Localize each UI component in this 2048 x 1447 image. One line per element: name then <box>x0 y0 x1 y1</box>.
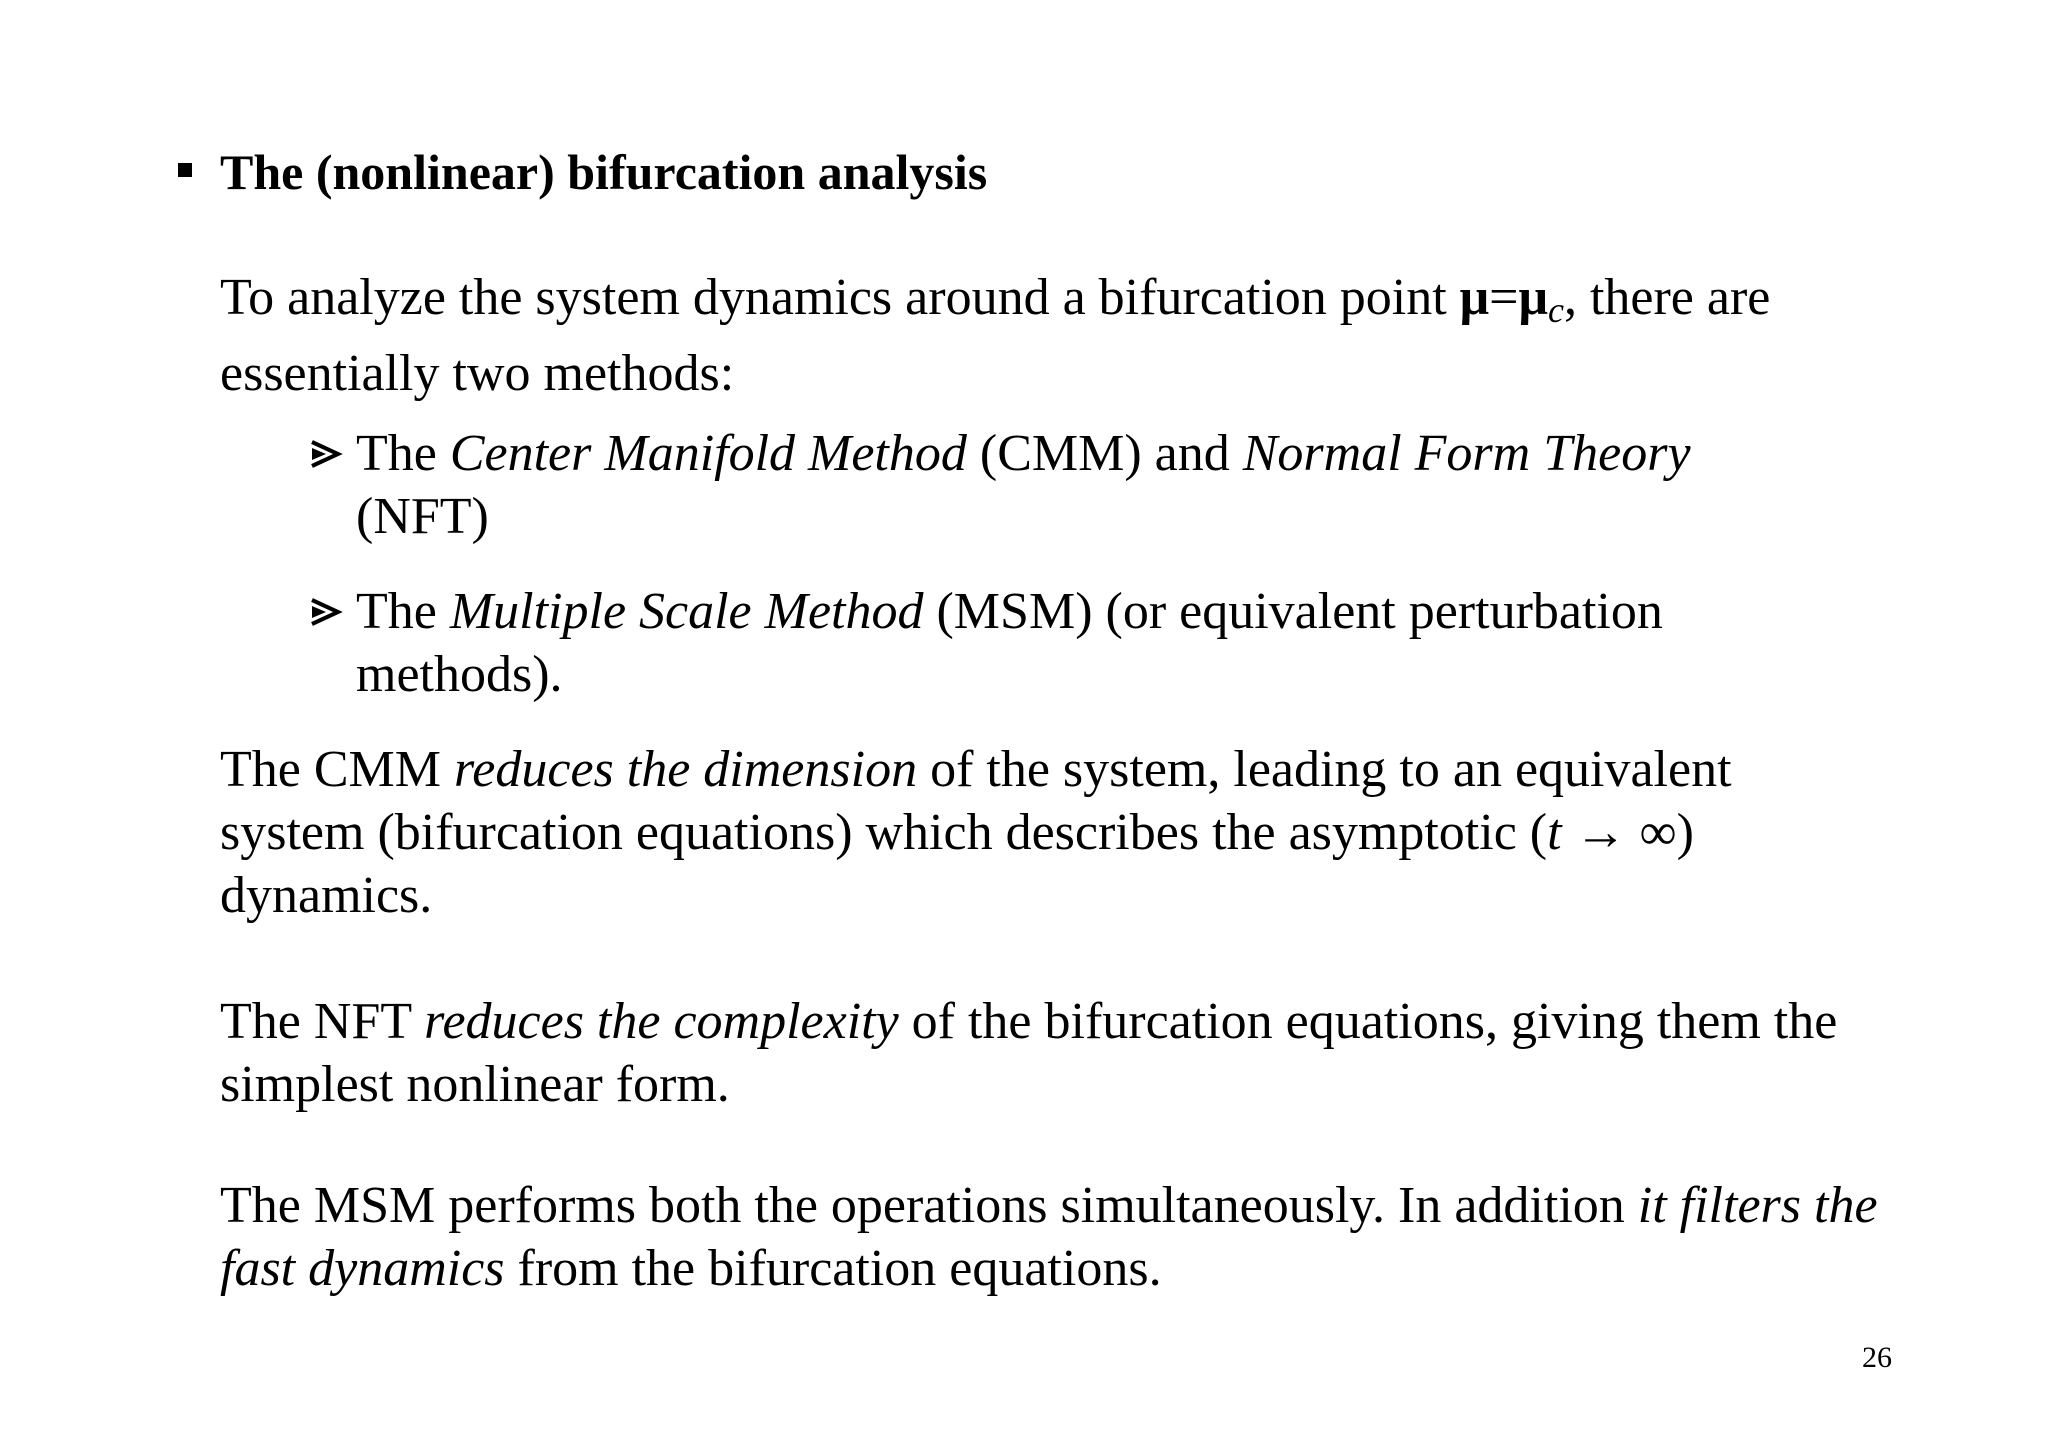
method-item-msm: The Multiple Scale Method (MSM) (or equivalent perturbation methods). <box>306 580 1776 706</box>
intro-paragraph: To analyze the system dynamics around a bifurcation point $\mu=\mu_c$, there are essentially two methods: <box>220 269 1771 402</box>
page-number: 26 <box>1862 1341 1892 1374</box>
arrow-bullet-icon <box>306 434 346 474</box>
square-bullet-icon <box>178 163 192 177</box>
arrow-bullet-icon <box>306 592 346 632</box>
nft-paragraph: The NFT reduces the complexity of the bifurcation equations, giving them the simplest nonlinear form. <box>220 993 1838 1113</box>
slide-heading <box>178 140 987 204</box>
heading-text: The (nonlinear) bifurcation analysis <box>220 144 988 200</box>
msm-paragraph: The MSM performs both the operations simultaneously. In addition it filters the fast dynamics from the bifurcation equations. <box>220 1177 1878 1297</box>
method-item-cmm-nft: The Center Manifold Method (CMM) and Normal Form Theory (NFT) <box>306 422 1776 548</box>
cmm-paragraph: The CMM reduces the dimension of the system, leading to an equivalent system (bifurcation equations) which describes the asymptotic (t → ∞) dynamics. <box>220 741 1732 924</box>
